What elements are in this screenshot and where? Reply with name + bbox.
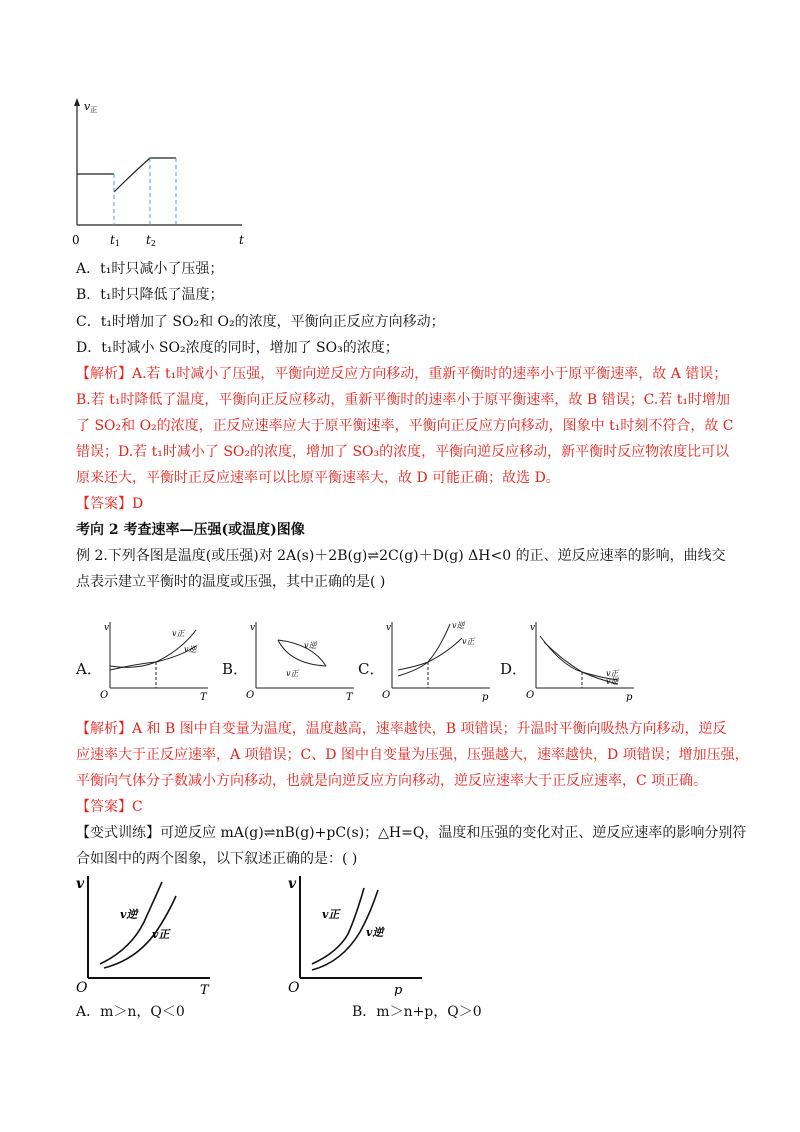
fig1-y-label: v xyxy=(84,100,91,113)
q1-analysis-line: 了 SO₂和 O₂的浓度，正反应速率应大于原平衡速率，平衡向正反应方向移动，图象中 t₁时刻不符合，故 C xyxy=(76,418,734,434)
ex2-d-c2: v逆 xyxy=(606,677,619,686)
variant-option-b: B．m＞n+p，Q＞0 xyxy=(352,1004,482,1020)
ex2-c-o: O xyxy=(382,690,391,701)
ex2-analysis-line: 应速率大于正反应速率，A 项错误；C、D 图中自变量为压强，压强越大，速率越快，D 项错误；增加压强， xyxy=(76,747,749,763)
q1-analysis-line: 错误；D.若 t₁时减小了 SO₂的浓度，增加了 SO₃的浓度，平衡向逆反应移动，新平衡时反应物浓度比可以 xyxy=(76,444,730,460)
svg-text:t1 xyxy=(110,233,120,248)
variant-graph-temperature xyxy=(70,872,220,996)
ex2-c-y: v xyxy=(386,623,392,633)
var1-o: O xyxy=(76,980,88,996)
ex2-graph-b-letter: B． xyxy=(222,660,249,678)
ex2-b-o: O xyxy=(246,690,255,701)
svg-text:t2 xyxy=(146,233,156,248)
fig1-y-sub: 正 xyxy=(90,106,98,114)
ex2-graph-a-letter: A． xyxy=(76,660,102,678)
fig1-t1: t xyxy=(110,233,115,247)
rate-time-graph xyxy=(60,92,260,257)
ex2-c-c1: v逆 xyxy=(452,621,465,630)
q1-option-c: C．t₁时增加了 SO₂和 O₂的浓度，平衡向正反应方向移动； xyxy=(76,314,445,330)
ex2-b-c1: v逆 xyxy=(304,641,317,650)
ex2-c-c2: v正 xyxy=(462,637,475,646)
ex2-a-x: T xyxy=(200,692,207,702)
ex2-d-y: v xyxy=(530,623,536,633)
ex2-analysis-line: 【解析】A 和 B 图中自变量为温度，温度越高，速率越快，B 项错误；升温时平衡向吸热方向移动，逆反 xyxy=(76,721,727,737)
q1-analysis-line: B.若 t₁时降低了温度，平衡向正反应移动，重新平衡时的速率小于原平衡速率，故 B 错误；C.若 t₁时增加 xyxy=(76,392,730,408)
var1-x: T xyxy=(200,983,209,996)
svg-text:v正 xyxy=(84,100,97,114)
var2-c1: v正 xyxy=(322,908,340,921)
q1-analysis-line: 【解析】A.若 t₁时减小了压强，平衡向逆反应方向移动，重新平衡时的速率小于原平衡速率，故 A 错误； xyxy=(76,366,728,382)
ex2-graph-b xyxy=(242,618,362,702)
ex2-question-line: 点表示建立平衡时的温度或压强，其中正确的是( ) xyxy=(76,574,386,590)
ex2-d-x: p xyxy=(626,692,633,702)
ex2-b-y: v xyxy=(250,623,256,633)
var2-o: O xyxy=(288,980,300,996)
ex2-question-line: 例 2.下列各图是温度(或压强)对 2A(s)＋2B(g)⇌2C(g)＋D(g) ΔH<0 的正、逆反应速率的影响，曲线交 xyxy=(76,548,726,564)
ex2-analysis-line: 平衡向气体分子数减小方向移动，也就是向逆反应方向移动，逆反应速率大于正反应速率，C 项正确。 xyxy=(76,773,708,789)
ex2-d-c1: v正 xyxy=(606,669,619,678)
ex2-d-o: O xyxy=(526,690,535,701)
ex2-b-x: T xyxy=(346,692,353,702)
fig1-t2-sub: 2 xyxy=(150,239,156,248)
var1-y: v xyxy=(76,876,85,892)
variant-question-line: 【变式训练】可逆反应 mA(g)⇌nB(g)+pC(s)；△H=Q，温度和压强的变化对正、逆反应速率的影响分别符 xyxy=(76,825,747,841)
ex2-b-c2: v正 xyxy=(286,669,299,678)
ex2-a-y: v xyxy=(104,623,110,633)
var2-x: p xyxy=(394,983,403,996)
ex2-graph-d xyxy=(522,618,642,702)
fig1-t2: t xyxy=(146,233,151,247)
q1-analysis-line: 原来还大，平衡时正反应速率可以比原平衡速率大，故 D 可能正确；故选 D。 xyxy=(76,470,560,486)
q1-option-a: A．t₁时只减小了压强； xyxy=(76,261,224,277)
ex2-graph-row xyxy=(76,618,776,702)
ex2-graph-c-letter: C． xyxy=(358,660,385,678)
q1-answer: 【答案】D xyxy=(76,496,144,512)
q1-option-b: B．t₁时只降低了温度； xyxy=(76,287,224,303)
var1-c1: v逆 xyxy=(120,908,138,921)
ex2-a-o: O xyxy=(100,690,109,701)
ex2-c-x: p xyxy=(482,692,489,702)
ex2-a-c2: v逆 xyxy=(184,645,197,654)
var1-c2: v正 xyxy=(152,928,170,941)
ex2-answer: 【答案】C xyxy=(76,799,143,815)
q1-option-d: D．t₁时减小 SO₂浓度的同时，增加了 SO₃的浓度； xyxy=(76,340,399,356)
ex2-graph-d-letter: D． xyxy=(500,660,528,678)
variant-option-a: A．m＞n，Q＜0 xyxy=(76,1004,185,1020)
section-title: 考向 2 考查速率—压强(或温度)图像 xyxy=(76,522,305,538)
var2-c2: v逆 xyxy=(366,926,384,939)
ex2-graph-c xyxy=(378,618,498,702)
fig1-x-label: t xyxy=(239,233,244,247)
ex2-graph-a xyxy=(96,618,216,702)
ex2-a-c1: v正 xyxy=(172,629,185,638)
variant-question-line: 合如图中的两个图象，以下叙述正确的是：( ) xyxy=(76,851,358,867)
fig1-t1-sub: 1 xyxy=(114,239,120,248)
var2-y: v xyxy=(288,876,297,892)
variant-graph-pressure xyxy=(282,872,432,996)
fig1-origin: 0 xyxy=(72,233,80,247)
